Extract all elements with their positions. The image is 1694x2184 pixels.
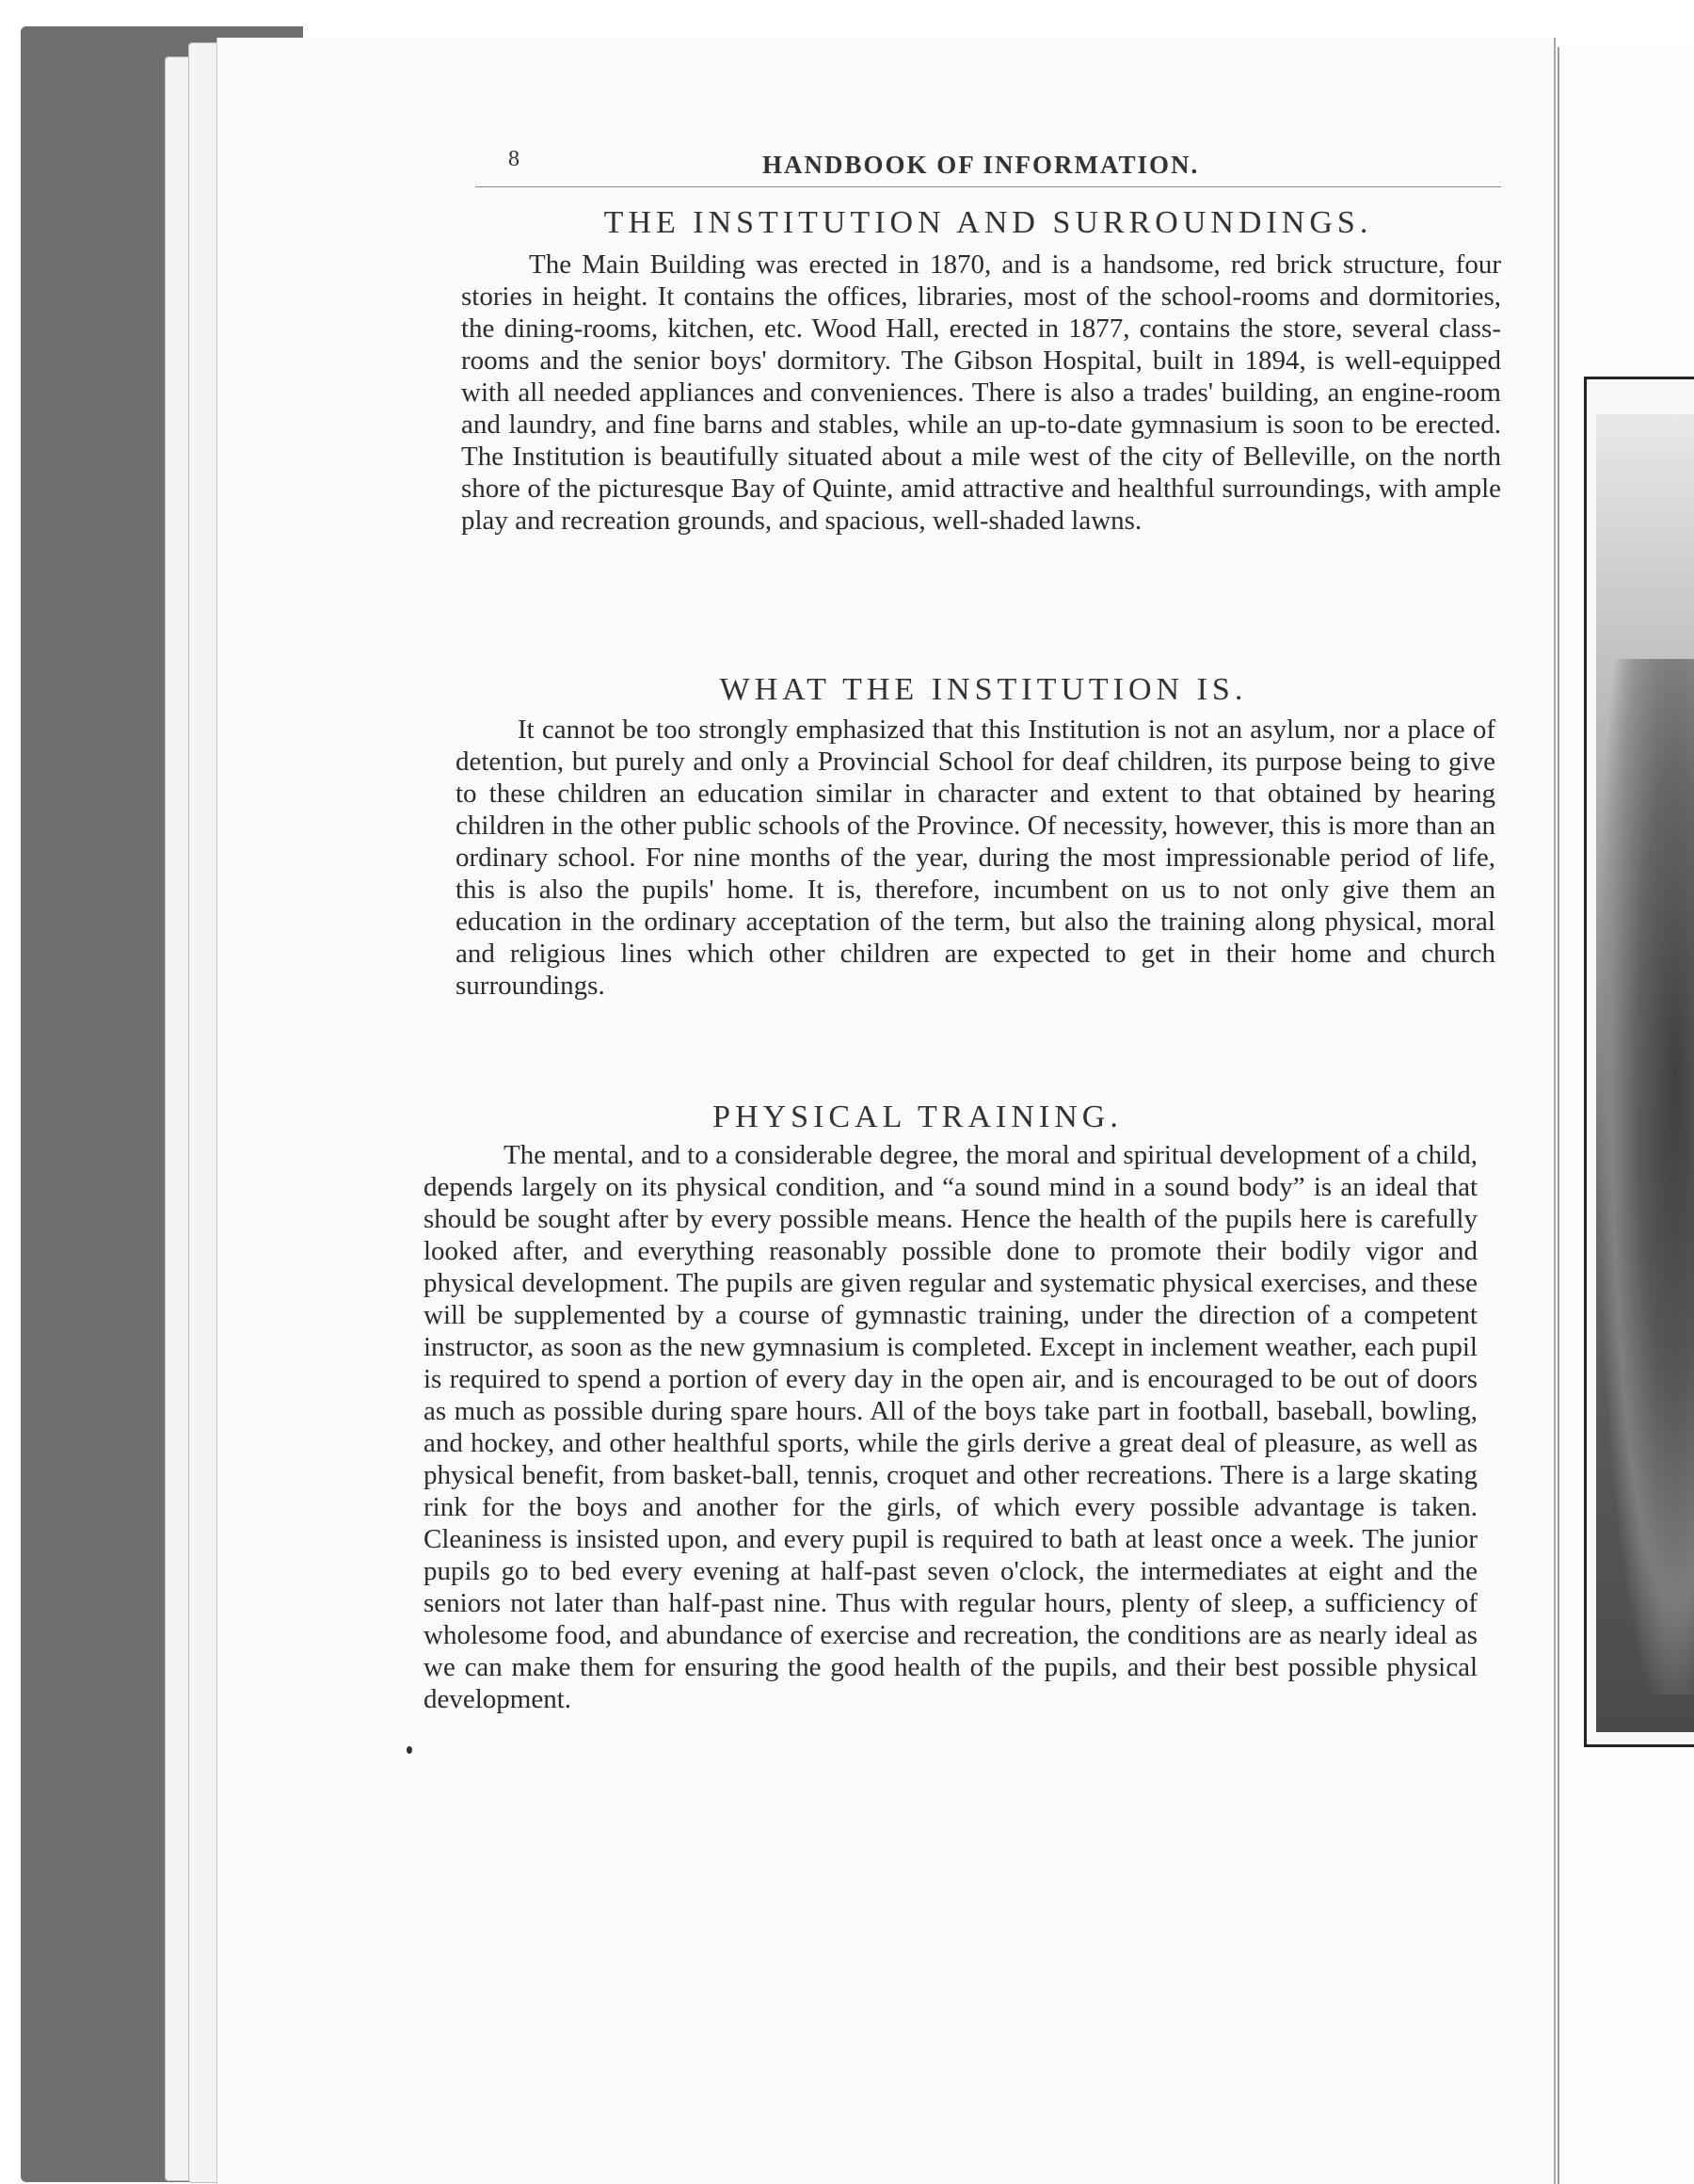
- photograph-tree: [1600, 659, 1694, 1694]
- section-text-what-it-is: It cannot be too strongly emphasized that this Institution is not an asylum, nor a place of detention, but purely and only a Provincial School for deaf children, its purpose being to give to these children an education similar in character and extent to that obtained by hearing children in the other public schools of the Province. Of necessity, however, this is more than an ordinary school. For nine months of the year, during the most impressionable period of life, this is also the pupils' home. It is, therefore, incumbent on us to not only give them an education in the ordinary acceptation of the term, but also the training along physical, moral and religious lines which other children are expected to get in their home and church surroundings.: [455, 715, 1495, 1001]
- header-rule: [475, 186, 1501, 187]
- running-title: HANDBOOK OF INFORMATION.: [762, 151, 1200, 179]
- section-heading-what-it-is: WHAT THE INSTITUTION IS.: [719, 672, 1248, 707]
- stray-mark: [407, 1746, 412, 1754]
- section-heading-institution: THE INSTITUTION AND SURROUNDINGS.: [603, 205, 1373, 240]
- section-text-physical-training: The mental, and to a considerable degree, the moral and spiritual development of a child, depends largely on its physical condition, and “a sound mind in a sound body” is an ideal that should be sought after by every possible means. Hence the health of the pupils here is carefully looked after, and everything reasonably possible done to promote their bodily vigor and physical development. The pupils are given regular and systematic physical exercises, and these will be supplemented by a course of gymnastic training, under the direction of a competent instructor, as soon as the new gymnasium is completed. Except in inclement weather, each pupil is required to spend a portion of every day in the open air, and is encouraged to be out of doors as much as possible during spare hours. All of the boys take part in football, baseball, bowling, and hockey, and other healthful sports, while the girls derive a great deal of pleasure, as well as physical benefit, from basket-ball, tennis, croquet and other recreations. There is a large skating rink for the boys and another for the girls, of which every possible advantage is taken. Cleaniness is insisted upon, and every pupil is required to bath at least once a week. The junior pupils go to bed every evening at half-past seven o'clock, the intermediates at eight and the seniors not later than half-past nine. Thus with regular hours, plenty of sleep, a sufficiency of wholesome food, and abundance of exercise and recreation, the conditions are as nearly ideal as we can make them for ensuring the good health of the pupils, and their best possible physical development.: [424, 1140, 1478, 1714]
- section-text-institution: The Main Building was erected in 1870, and is a handsome, red brick structure, four stories in height. It contains the offices, libraries, most of the school-rooms and dormitories, the dining-rooms, kitchen, etc. Wood Hall, erected in 1877, contains the store, several class-rooms and the senior boys' dormitory. The Gibson Hospital, built in 1894, is well-equipped with all needed appliances and conveniences. There is also a trades' building, an engine-room and laundry, and fine barns and stables, while an up-to-date gymnasium is soon to be erected. The Institution is beautifully situated about a mile west of the city of Belleville, on the north shore of the picturesque Bay of Quinte, amid attractive and healthful surroundings, with ample play and recreation grounds, and spacious, well-shaded lawns.: [461, 249, 1501, 536]
- section-heading-physical-training: PHYSICAL TRAINING.: [712, 1100, 1123, 1134]
- page-number: 8: [508, 147, 519, 171]
- page-header: [475, 147, 1501, 185]
